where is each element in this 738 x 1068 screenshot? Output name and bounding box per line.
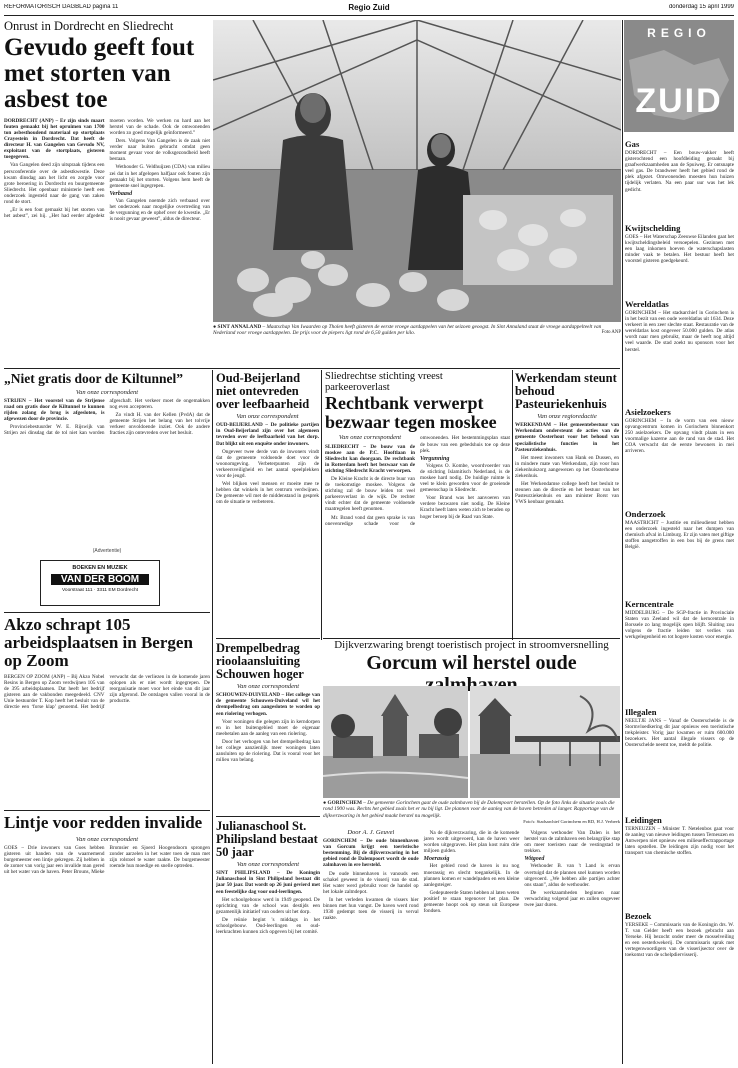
rechtbank-kicker: Sliedrechtse stichting vreest parkeeroverlast xyxy=(325,372,443,393)
brief-assel-title: Asielzoekers xyxy=(625,407,671,417)
pasteur-headline: Werkendam steunt behoud Pasteuriekenhuis xyxy=(515,372,617,411)
asbest-kicker: Onrust in Dordrecht en Sliedrecht xyxy=(4,20,174,33)
drempel-article xyxy=(216,642,320,814)
drempel-p1: Voor woningen die gelegen zijn in kerndorpen en in het buitengebied moet de eigenaar meebetalen aan de aanleg van een riolering. xyxy=(216,718,320,737)
rechtbank-article xyxy=(325,372,510,634)
dijk-kicker: Dijkverzwaring brengt toeristisch project in stroomversnelling xyxy=(334,640,609,651)
kiltunnel-byline: Van onze correspondent xyxy=(75,388,139,396)
lintje-byline: Van onze correspondent xyxy=(75,836,139,843)
brief-kern-text: MIDDELBURG – De SGP-fractie in Provinciale Staten van Zeeland wil dat de kerncentrale in Borssele zo lang mogelijk open blijft. Sluiting zou volgens de fractie leiden tot verlies van werkgelegenheid en tot hogere kosten voor energie. xyxy=(625,610,734,641)
greenhouse-caption-place: SINT ANNALAND xyxy=(217,324,262,330)
ad-label: (Advertentie) xyxy=(92,548,122,554)
bullet-icon: ● xyxy=(213,324,217,330)
drempel-lead: SCHOUWEN-DUIVELAND – Het college van de gemeente Schouwen-Duiveland wil het drempelbedrag om aangesloten te worden op een riolering verhogen. xyxy=(216,692,320,717)
juliana-headline: Julianaschool St. Philipsland bestaat 50 jaar xyxy=(216,820,318,859)
brief-kern-title: Kerncentrale xyxy=(625,599,674,609)
dijk-p8: De werkzaamheden beginnen naar verwachting volgend jaar en zullen ongeveer twee jaar duren. xyxy=(524,889,620,909)
col3-rule xyxy=(512,370,513,640)
dijk-headline: Gorcum wil herstel oude xyxy=(366,652,577,675)
juliana-rule xyxy=(216,816,320,817)
row2-rule xyxy=(4,368,620,369)
juliana-article xyxy=(216,820,320,1064)
akzo-rule xyxy=(4,612,210,613)
asbest-p4: Wethouder G. Veldhuijzen (CDA) van milieu zei dat in het afgelopen halfjaar ook fouten zijn gemaakt bij het storten. Volgens hem heeft de gemeente snel ingegrepen. xyxy=(109,164,210,189)
kiltunnel-p2: Zo vindt H. van der Kellen (PvdA) dat de gemeente Strijen het belang van het tolvrije verkeer onvoldoende inziet. Ook de andere fracties zijn ontevreden over het besluit. xyxy=(109,411,210,437)
greenhouse-caption xyxy=(213,324,621,348)
juliana-byline: Van onze correspondent xyxy=(236,861,300,869)
brief-onderzoek-text: MAASTRICHT – Justitie en milieudienst hebben een onderzoek ingesteld naar het dumpen van chemisch afval in Limburg. Er zijn vaten met giftige stoffen aangetroffen in een bos bij de grens met België. xyxy=(625,520,734,551)
brief-bezoek-title: Bezoek xyxy=(625,911,652,921)
greenhouse-caption-text: – Maatschap Van Iwaarden op Tholen heeft gisteren de eerste vroege aardappelen van het seizoen geoogst. In Sint Annaland staat de vroege aardappelteelt van Nederland voor vroege aardappelen. De prijs voor de piepers ligt rond de 6,50 gulden per kilo. xyxy=(213,324,602,337)
ad-name: VAN DER BOOM xyxy=(51,574,149,585)
brief-leidingen-text: TERNEUZEN – Minister T. Netelenbos gaat voor de aanleg van nieuwe leidingen tussen Terneuzen en Antwerpen niet opnieuw een milieueffectrapportage laten opstellen. De leidingen zijn nodig voor het transport van chemische stoffen. xyxy=(625,826,734,857)
greenhouse-photo-credit: Foto ANP xyxy=(601,330,621,336)
masthead-left: REFORMATORISCH DAGBLAD pagina 11 xyxy=(4,4,119,10)
drempel-rule xyxy=(216,638,320,639)
regio-logo-bottom: ZUID xyxy=(635,82,723,120)
pasteur-body xyxy=(515,422,619,622)
rechtbank-body xyxy=(325,435,510,634)
akzo-headline: Akzo schrapt 105 arbeidsplaatsen in Bergen op Zoom xyxy=(4,616,193,670)
zalmhaven-caption-text: – De gemeente Gorinchem gaat de oude zalmhaven bij de Dalempoort herstellen. Op de foto links de situatie zoals die rond 1900 was. Rechts het gebied zoals het er nu bij ligt. De plannen voor de aanleg van de haven betreden al langer. Rapportage van de dijkverzwaring in het gebied maakt herstel nu mogelijk. xyxy=(323,800,615,819)
brief-leidingen-title: Leidingen xyxy=(625,815,662,825)
drempel-headline: Drempelbedrag rioolaansluiting Schouwen hoger xyxy=(216,642,304,681)
dijk-p6: Volgens wethouder Van Dalen is het herstel van de zalmhaven een belangrijke stap om meer toeristen naar de vestingstad te trekken. xyxy=(524,830,620,855)
rechtbank-p4: Voor Brand was het aanvoeren van verdere bezwaren niet nodig. De Kleine Kracht heeft laten weten zich te beraden op hoger beroep bij de Raad van State. xyxy=(420,495,510,520)
juliana-lead: SINT PHILIPSLAND – De Koningin Julianaschool in Sint Philipsland bestaat dit jaar 50 jaar. Dat wordt op 26 juni gevierd met een feestelijke dag voor oud-leerlingen. xyxy=(216,870,320,895)
asbest-p5: Van Gangelen noemde zich verbaasd over het onderzoek naar mogelijke overtreding van de vergunning en de ophef over de kwestie. „Er is nooit gevaar geweest”, aldus de directeur. xyxy=(109,197,210,223)
rechtbank-lead: SLIEDRECHT – De bouw van de moskee aan de P.C. Hooftlaan in Sliedrecht kan doorgaan. De rechtbank in Rotterdam heeft het bezwaar van de stichting Sliedrecht Kracht verworpen. xyxy=(325,443,415,474)
rechtbank-p1: De Kleine Kracht is de directe buur van de toekomstige moskee. Volgens de stichting zal de bouw leiden tot veel parkeeroverlast in de wijk. De rechter vindt echter dat de gemeente voldoende maatregelen heeft genomen. xyxy=(325,475,415,513)
asbest-lead: DORDRECHT (ANP) – Er zijn sinds maart fouten gemaakt bij het opruimen van 1700 ton asbesthoudend materiaal op stortplaats Crayestein in Dordrecht. Dat heeft de directeur H. van Gangelen van Gevudo NV, exploitant van de stortplaats, gisteren toegegeven. xyxy=(4,117,105,161)
masthead xyxy=(4,3,734,15)
regio-logo-top: REGIO xyxy=(647,26,711,40)
dijk-p2: In het verleden kwamen de vissers hier binnen met hun vangst. De haven werd rond 1930 gedempt toen de visserij in verval raakte. xyxy=(323,896,419,922)
oudbeij-headline: Oud-Beijerland niet ontevreden over leefbaarheid xyxy=(216,372,310,411)
brief-bezoek-text: YERSEKE – Commissaris van de Koningin drs. W. T. van Gelder heeft een bezoek gebracht aan Yerseke. Hij bezocht onder meer de mosselveiling en een oesterkwekerij. De commissaris sprak met vertegenwoordigers van de visserijsector over de toekomst van de schelpdiervisserij. xyxy=(625,922,734,959)
greenhouse-photo-image xyxy=(213,20,621,322)
dijk-p5: Gedeputeerde Staten hebben al laten weten positief te staan tegenover het plan. De gemeente hoopt ook op steun uit Europese fondsen. xyxy=(423,889,520,915)
col2-rule xyxy=(321,370,322,640)
kiltunnel-body xyxy=(4,398,210,538)
dijk-p1: De oude binnenhaven is vanouds een schakel geweest in de visserij van de stad. Het water werd gebruikt voor de handel op het lokale zalmdepot. xyxy=(323,870,419,895)
lintje-rule xyxy=(4,810,210,811)
akzo-body: BERGEN OP ZOOM (ANP) – Bij Akzo Nobel Resins in Bergen op Zoom verdwijnen 105 van de 395 arbeidsplaatsen. Dat heeft het bedrijf gisteren aan de vakbonden meegedeeld. CNV Unie bestuurder T. Kop heeft het besluit van de directie een ‘forse klap’ genoemd. Het bedrijf verwacht dat de verliezen in de komende jaren oplopen als er niet wordt ingegrepen. De reorganisatie moet voor het einde van dit jaar zijn afgerond. De ontslagen vallen vooral in de productie. xyxy=(4,674,210,711)
dijk-subhead-2: Witgoed xyxy=(524,856,545,863)
masthead-rule xyxy=(4,15,734,16)
pasteur-p2: Het Werkendamse college heeft het besluit te steunen aan de directie en het bestuur van het Pasteurziekenhuis en aan minister Borst van VWS kenbaar gemaakt. xyxy=(515,481,619,506)
kiltunnel-headline: „Niet gratis door de Kiltunnel” xyxy=(4,372,184,386)
drempel-byline: Van onze correspondent xyxy=(236,683,300,691)
ad-line1: BOEKEN EN MUZIEK xyxy=(72,565,128,571)
sidebar-rule xyxy=(622,20,623,1064)
ad-block xyxy=(4,548,210,610)
akzo-article xyxy=(4,616,210,806)
dijk-rule xyxy=(323,638,620,639)
rechtbank-byline: Van onze correspondent xyxy=(338,434,402,442)
bullet-icon: ● xyxy=(323,800,327,806)
juliana-p2: De reünie begint 's middags in het schoolgebouw. Oud-leerlingen en oud-leerkrachten kunnen zich opgeven bij het comité. xyxy=(216,916,320,936)
lintje-article xyxy=(4,814,210,1064)
brief-gas-text: DORDRECHT – Een bouw-vakker heeft gisterochtend een hoofdleiding geraakt bij graafwerkzaamheden aan de Spuiweg. Er ontsnapte veel gas. De brandweer heeft het gebied rond de plek afgezet. Omwonenden moesten hun huizen tijdelijk verlaten. Na een paar uur was het lek gedicht. xyxy=(625,150,734,193)
brief-illegalen-text: NEELTJE JANS – Vanaf de Oosterschelde is de Stormvloedkering dit jaar opnieuw een toeristische trekpleister. Vorig jaar kwamen er ruim 600.000 bezoekers. Het aantal illegale vissers op de Oosterschelde neemt toe, meldt de politie. xyxy=(625,718,734,749)
rechtbank-headline: Rechtbank verwerpt bezwaar tegen moskee xyxy=(325,393,497,433)
asbest-p1: Van Gangelen deed zijn uitspraak tijdens een persconferentie over de asbestkwestie. Deze kwam dinsdag aan het licht en zorgde voor grote beroering in Dordrecht en buurgemeente Sliedrecht. Het openbaar ministerie heeft een onderzoek ingesteld naar de gang van zaken rond de stort. xyxy=(4,162,105,205)
juliana-p1: Het schoolgebouw werd in 1949 geopend. De oprichting van de school was destijds een gezamenlijk initiatief van ouders uit het dorp. xyxy=(216,896,320,915)
regio-logo xyxy=(624,20,734,132)
masthead-section: Regio Zuid xyxy=(348,3,390,12)
asbest-article xyxy=(4,20,210,365)
greenhouse-photo xyxy=(213,20,621,322)
oudbeij-p2: Wel blijken veel mensen er moeite mee te hebben dat winkels in het centrum verdwijnen. De gemeente wil met de middenstand in gesprek om de situatie te verbeteren. xyxy=(216,481,319,506)
asbest-p2: „Er is een fout gemaakt bij het storten van het asbest”, zei hij. „Het had eerder afgedekt moeten worden. We werken nu hard aan het herstel van de schade. Ook de omwonenden worden zo goed mogelijk geïnformeerd.” xyxy=(4,117,210,220)
zalmhaven-photo-old xyxy=(323,686,468,798)
pasteur-article xyxy=(515,372,619,634)
asbest-body xyxy=(4,118,210,223)
brief-onderzoek-title: Onderzoek xyxy=(625,509,666,519)
zalmhaven-photo-credit: Foto's: Stadsarchief Gorinchem en RD, H.J. Verbeek xyxy=(523,818,620,824)
zalmhaven-caption-place: GORINCHEM xyxy=(327,800,362,806)
col1-rule xyxy=(212,370,213,1064)
brief-wereld-text: GORINCHEM – Het stadsarchief in Gorinchem is in het bezit van een oude wereldatlas uit 1634. Deze verkeert in een zeer slechte staat. Restauratie van de wereldatlas kost ongeveer 50.000 gulden. De atlas wordt naar men gebruikt, maar de heeft nog altijd veel waarde. De stad zoekt nu sponsors voor het herstel. xyxy=(625,310,734,353)
right-briefs xyxy=(625,136,734,1064)
brief-kwijt-title: Kwijtschelding xyxy=(625,223,681,233)
brief-wereld-title: Wereldatlas xyxy=(625,299,669,309)
zalmhaven-photo-new xyxy=(470,686,620,798)
dijk-p4: Het gebied rond de haven is nu nog moerassig en slecht toegankelijk. In de plannen komen er wandelpaden en een kleine aanlegsteiger. xyxy=(423,863,520,888)
asbest-p3: Ders. Volgens Van Gangelen is de zaak niet verder naar buiten gebracht omdat geen moment gevaar voor de volksgezondheid heeft bestaan. xyxy=(109,138,210,163)
zalmhaven-photo-old-image xyxy=(323,686,468,798)
drempel-body xyxy=(216,692,320,810)
zalmhaven-caption xyxy=(323,800,620,826)
lintje-headline: Lintje voor redden invalide xyxy=(4,814,203,832)
brief-kwijt-text: GOES – Het Waterschap Zeeuwse Eilanden gaat het kwijtscheldingsbeleid versoepelen. Gezinnen met een laag inkomen hoeven de waterschapslasten minder vaak te betalen. Het bestuur heeft het voorstel gisteren goedgekeurd. xyxy=(625,234,734,265)
dijk-p3: Na de dijkverzwaring, die in de komende jaren wordt uitgevoerd, kan de haven weer worden uitgegraven. Het plan kost ruim drie miljoen gulden. xyxy=(423,830,520,855)
dijk-subhead-1: Moerassig xyxy=(423,856,450,863)
oudbeij-article xyxy=(216,372,319,634)
ad-box xyxy=(40,560,160,606)
kiltunnel-p1: Provinciebestuurder W. E. Rijswijk van Strijen zei dinsdag dat de tol niet kan worden afgeschaft. Het verkeer moet de ongemakken nog even accepteren. xyxy=(4,397,210,437)
rechtbank-subhead: Vergunning xyxy=(420,455,450,462)
zalmhaven-photo-new-image xyxy=(470,686,620,798)
dijk-body xyxy=(323,830,620,1062)
pasteur-lead: WERKENDAM – Het gemeentebestuur van Werkendam ondersteunt de acties van de gemeente Oosterhout voor het behoud van specialistische functies in het Pasteurziekenhuis. xyxy=(515,422,619,453)
brief-assel-text: GORINCHEM – In de vorm van een nieuw opvangcentrum komen in Gorinchem binnenkort 250 asielzoekers. De opvang vindt plaats in een voormalige kazerne aan de rand van de stad. Het COA verwacht dat de eerste bewoners in mei arriveren. xyxy=(625,418,734,455)
ad-address: Voorstraat 111 · 3311 EM Dordrecht xyxy=(62,588,138,593)
oudbeij-byline: Van onze correspondent xyxy=(236,413,299,421)
dijk-p7: Wethouder B. van 't Land is ervan overtuigd dat de plannen snel kunnen worden uitgevoerd. „We hebben alle partijen achter ons staan”, aldus de wethouder. xyxy=(524,863,620,888)
pasteur-p1: Het meest inwoners van Hank en Dussen, en in mindere mate van Werkendam, zijn voor hun ziekenhuiszorg aangewezen op het Oosterhoutse ziekenhuis. xyxy=(515,454,619,479)
asbest-subhead: Verbaasd xyxy=(109,190,133,197)
oudbeij-p1: Ongeveer twee derde van de inwoners vindt dat de gemeente voldoende doet voor de woonomgeving. Verbeterpunten zijn de verkeersveiligheid en het aantal speelplekken voor de jeugd. xyxy=(216,448,319,479)
masthead-date: donderdag 15 april 1999 xyxy=(668,4,734,10)
asbest-headline: Gevudo geeft fout met storten van asbest toe xyxy=(4,33,195,113)
juliana-body xyxy=(216,870,320,1060)
brief-illegalen-title: Illegalen xyxy=(625,707,657,717)
lintje-body: GOES – Drie inwoners van Goes hebben gisteren uit handen van de waarnemend burgemeester een lintje gekregen. Zij hebben in de zomer van vorig jaar een invalide man gered uit het water van de haven. Peter Brouns, Mieke Bromsier en Sjoerd Hoogendoorn sprongen zonder aarzelen in het water toen de man met zijn rolstoel te water raakte. De burgemeester roemde hun moedige en snelle optreden. xyxy=(4,845,210,876)
kiltunnel-lead: STRIJEN – Het voorstel van de Strijense raad om gratis door de Kiltunnel te kunnen rijden zolang de brug is afgesloten, is afgewezen door de provincie. xyxy=(4,397,105,423)
pasteur-byline: Van onze regioredactie xyxy=(537,413,597,421)
rechtbank-p3: Volgens O. Kombe, woordvoerder van de stichting Islamitisch Nederland, is de moskee hard nodig. De huidige ruimte is veel te klein geworden voor de groeiende gemeenschap in Sliedrecht. xyxy=(420,462,510,494)
oudbeij-lead: OUD-BEIJERLAND – De politieke partijen in Oud-Beijerland zijn over het algemeen tevreden over de leefbaarheid van het dorp. Dat blijkt uit een enquête onder inwoners. xyxy=(216,422,319,447)
kiltunnel-article xyxy=(4,372,210,542)
dijk-byline: Door A. J. Geuvel xyxy=(347,830,395,836)
dijk-lead: GORINCHEM – De oude binnenhaven van Gorcum krijgt een toeristische bestemming. Bij de dijkverzwaring in het gebied rond de Dalempoort wordt de oude zalmhaven in ere hersteld. xyxy=(323,838,419,869)
oudbeij-body xyxy=(216,422,319,622)
brief-gas-title: Gas xyxy=(625,139,640,149)
drempel-p2: Door het verhogen van het drempelbedrag kan het college aanzienlijk meer woningen laten aansluiten op de riolering. Dat is vooral voor het milieu van belang. xyxy=(216,738,320,764)
rechtbank-p2: Mr. Brand vond dat geen sprake is van onevenredige schade voor de omwonenden. Het bestemmingsplan staat de bouw van een gebedshuis toe op deze plek. xyxy=(325,435,510,527)
